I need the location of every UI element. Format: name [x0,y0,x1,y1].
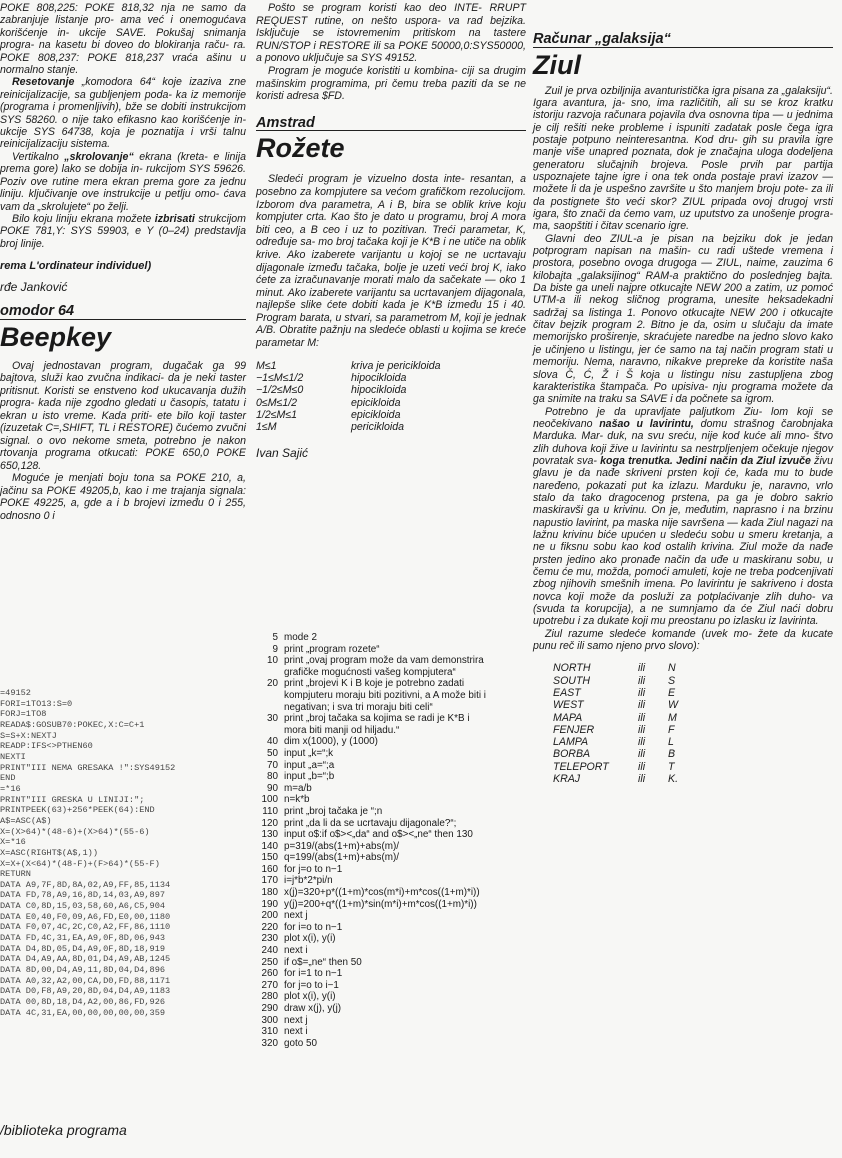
command-row [553,736,698,748]
listing-line [256,933,526,945]
listing-line [256,725,526,737]
range-curve: epicikloida [351,408,401,421]
code-line: PRINT"III NEMA GRESAKA !":SYS49152 [0,762,176,773]
command-or: ili [638,748,646,761]
listing-line [256,991,526,1003]
command-word: KRAJ [553,773,581,786]
listing-line [256,794,526,806]
line-code: q=199/(abs(1+m)+abs(m)/ [284,852,399,864]
article-title: Beepkey [0,321,112,352]
line-number: 40 [267,736,278,748]
command-row [553,675,698,687]
listing-line [256,899,526,911]
line-number: 310 [261,1026,278,1038]
range-condition: −1≤M≤1/2 [256,371,304,384]
listing-line [256,957,526,969]
column-middle [256,0,526,1049]
line-code: next i [284,945,308,957]
line-number: 230 [261,933,278,945]
author-name: Ivan Sajić [256,446,309,461]
code-line: END [0,773,16,784]
code-line: DATA D4,A9,AA,8D,01,D4,A9,AB,1245 [0,954,171,965]
source-note: rema L'ordinateur individuel) [0,260,152,273]
line-number: 270 [261,979,278,991]
line-code: i=j*b*2*pi/n [284,875,333,887]
command-or: ili [638,773,646,786]
code-line: X=*16 [0,837,26,848]
command-or: ili [638,711,646,724]
line-number [256,667,284,679]
command-key: K. [668,773,679,786]
commands-table [553,662,698,785]
code-line: A$=ASC(A$) [0,815,52,826]
line-code: mora biti manji od hiljadu.“ [284,724,400,736]
line-code: print „brojevi K i B koje je potrebno zadati [284,678,465,690]
page-footer: /biblioteka programa [0,1122,127,1138]
intro-text: POKE 808,225: POKE 818,32 nja ne samo da zabranjuje listanje pro- ama već i onemogućava korišćenje in- ukcije SAVE. Pokušaj snimanja progra- na kasetu bi doveo do blokiranja raču- ra. POKE 808,237: POKE 818,237 vraća ašinu u normalno stanje. [0,2,246,77]
ziul-intro: Zuil je prva ozbiljnija avanturistička igra pisana za „galaksiju“. Igara avantura, ja- sno, ima različitih, ali su se kroz kratku istoriju razvoja računara pojavila dva osnovna tipa — u jednima je cilj rešiti neke probleme i ispuniti zadatak posle čega igra postaje potpuno neinteresantna. Kod dru- gih su pravila igre manje više unapred poznata, dok je značajna uloga dodeljena generatoru slučajnih brojeva. Posle prvih par partija uspoznajete tajne igre i ona tek onda postaje pravi izazov — možete li da je uspešno završite u što manjem broju pote- za ili da postignete što veći skor? ZIUL pripada ovoj drugoj vrsti igara, što znači da ćemo vam, uz uputstvo za unošenje progra- ma, saopštiti i čitav scenario igre. [533,84,833,233]
code-line: READA$:GOSUB70:POKEC,X:C=C+1 [0,719,145,730]
code-line: X=ASC(RIGHT$(A$,1)) [0,847,98,858]
code-line: DATA FD,78,A9,16,8D,14,03,A9,897 [0,890,166,901]
code-line: X=(X>64)*(48-6)+(X>64)*(55-6) [0,826,150,837]
listing-line [256,1003,526,1015]
line-number: 90 [267,782,278,794]
code-listing [0,688,246,1018]
code-line: FORJ=1TO8 [0,709,47,720]
rozete-body: Sledeći program je vizuelno dosta inte- resantan, a posebno za kompjutere sa većom grafičkom rezolucijom. Izborom dva parametra, A i B, bira se oblik krive koju kompjuter crta. Kao što je dato u programu, broj A mora biti ceo, a B ceo i uz to pozitivan. Treći parametar, K, određuje sa- mo broj tačaka koji je K*B i ne utiče na oblik krive. Ako izaberete varijantu u kojoj se ne ucrtavaju dijagonale između tačaka, bolje je uzeti veći broj K, iako ćete za izračunavanje morati malo da sačekate — oko 1 minut. Ako izaberete varijantu sa ucrtavanjem dijagonala, najlepše slike ćete dobiti kada je K*B između 15 i 40. Program barata, u stvari, sa parametrom M, koji je jednak A/B. Obratite pažnju na sledeće oblasti u kojima se kreće parametar M: [256,173,526,350]
range-row [256,360,441,372]
code-line: =*16 [0,783,21,794]
command-key: S [668,674,676,687]
range-row [256,372,441,384]
code-line: =49152 [0,688,31,698]
listing-line [256,702,526,714]
listing-line [256,980,526,992]
line-number: 300 [261,1014,278,1026]
erase-paragraph: Bilo koju liniju ekrana možete izbrisati strukcijom POKE 781,Y: SYS 59903, e Y (0–24) predstavlja broj linije. [0,212,246,250]
line-code: plot x(i), y(i) [284,991,336,1003]
listing-line [256,875,526,887]
line-number: 130 [261,829,278,841]
line-number: 220 [261,921,278,933]
line-code: x(j)=320+p*((1+m)*cos(m*i)+m*cos((1+m)*i)) [284,887,480,899]
line-code: if o$=„ne“ then 50 [284,956,362,968]
line-number: 320 [261,1037,278,1049]
intro-text: Pošto se program koristi kao deo INTE- RRUPT REQUEST rutine, on nešto usporа- va rad bejzika. Isključuje se istovremenim pritiskom na tastere RUN/STOP i RESTORE ili sa POKE 50000,0:SYS50000, a ponovo uključuje sa SYS 49152. [256,2,526,65]
command-word: SOUTH [553,674,591,687]
code-line: DATA A0,32,A2,00,CA,D0,FD,88,1171 [0,975,171,986]
section-rule [0,319,246,320]
command-row [553,662,698,674]
command-or: ili [638,674,646,687]
command-key: E [668,687,676,699]
line-number: 5 [272,632,278,643]
listing-line [256,945,526,957]
line-code: for i=o to n−1 [284,921,343,933]
listing-line [256,864,526,876]
command-word: TELEPORT [553,760,609,773]
listing-line [256,818,526,830]
command-word: BORBA [553,748,591,761]
line-number: 10 [267,655,278,667]
ziul-program: Glavni deo ZIUL-a je pisan na bejziku dok je jedan potprogram napisan na mašin- cu radi uštede vremena i prostora, posebno ovoga drugoga — ZIUL, naime, zauzima 6 kilobajta „galaksijinog“ RAM-a praktično do poslednjeg bajta. Da biste ga uneli najpre otkucajte NEW 200 a zatim, uz pomoć UTM-a ili nekog sličnog programa, unesite heksadekadni sadržaj sa listinga 1. Ponovo otkucajte NEW 200 i otkucajte čitav bejzik program 2. Bitno je da, osim u slučaju da imate memorijsko proširenje, skraćujete naredbe na jedno slovo kako je učinjeno u listingu, jer će samo na taj način program stati u memoriju. Nema, naravno, nikakve prepreke da koristite naša slova Č, Ć, Ž i Š koja u listingu nisu zastupljena zbog karakteristika štampača. Po upisiva- nju programa možete da ga snimite na traku sa SAVE i da počnete sa igrom. [533,232,833,406]
line-code: print „ovaj program može da vam demonstrira [284,655,484,667]
command-row [553,748,698,760]
range-condition: −1/2≤M≤0 [256,384,304,397]
line-number: 50 [267,747,278,759]
listing-line [256,806,526,818]
line-code: negativan; i sva tri moraju biti celi“ [284,701,433,713]
ziul-story: Potrebno je da upravljate paljutkom Ziu- lom koji se neočekivano našao u lavirintu, domu strašnog čarobnjaka Marduka. Mar- duk, na svu sreću, nije kod kuće ali mno- štvo zlih duhova koji žive u lavirintu sa nestrpljenjem očekuje njegov povratak sva- koga trenutka. Jedini način da Ziul izvuče živu glavu je da nađe skriveni prsten koji će, kada mu to bude naređeno, pokazati put ka izlazu. Marduku je, naravno, vrlo stalo da tako dragocenog prstena, pa ga je dobro sakrio maskiravši ga u krivinu. On je, međutim, naprasno i na brzinu napustio lavirint, pa maska nije savršena — kada Ziul nagazi na lažnu krivinu biće upućen u sledeću sobu u smeru kretanja, a ne u fiksnu sobu kao kod ostalih krivina. Ziul može da nađe prsten jedino ako pronađe način da uđe u maskiranu sobu, u čemu će mu, možda, pomoći amuleti, koje ne treba podcenjivati zbog njihovih smešnih imena. Po lavirintu je sakriveno i dosta novca koji može da posluži za potplaćivanje zlih duho- va (svuda ta korupcija), a ne sumnjamo da će Ziul naći dobru upotrebu i za dukate koji mu preostanu po izlasku iz lavirinta. [533,405,833,628]
command-or: ili [638,699,646,712]
line-number [256,702,284,714]
command-key: F [668,723,675,736]
column-right [533,0,833,785]
section-heading: omodor 64 [0,303,75,320]
line-number [256,690,284,702]
line-number: 30 [267,713,278,725]
listing-line [256,829,526,841]
command-word: NORTH [553,662,591,675]
beepkey-body: Ovaj jednostavan program, dugačak ga 99 bajtova, služi kao zvučna indikaci- da je neki taster pritisnut. Koristi se enstveno kod ukucavanja dužih progra- kada nije zgodno gledati u časopis, tatatu i ekran u isto vreme. Kada priti- ete bilo koji taster (izuzetak C=,SHIFT, TL i RESTORE) čućemo zvučni signal. o ovo nekome smeta, potrebno je nakon rtovanja programa otkucati: POKE 650,0 POKE 650,128. [0,359,246,472]
command-key: L [668,736,674,749]
listing-line [256,736,526,748]
line-number: 280 [261,991,278,1003]
line-code: input o$:if o$><„da“ and o$><„ne“ then 130 [284,829,473,841]
line-number: 260 [261,968,278,980]
beepkey-body-2: Moguće je menjati boju tona sa POKE 210, a, jačinu sa POKE 49205,b, kao i me trajanja signala: POKE 49225, a, gde a i b brojevi između 0 i 255, odnosno 0 i [0,472,246,522]
listing-line [256,690,526,702]
command-key: T [668,760,675,773]
command-word: MAPA [553,711,583,724]
line-number: 80 [267,771,278,783]
listing-line [256,841,526,853]
listing-line [256,1015,526,1027]
command-key: B [668,748,676,761]
code-line: S=S+X:NEXTJ [0,730,57,741]
line-number [256,725,284,737]
line-code: input „k=“;k [284,747,334,759]
section-heading: Amstrad [256,114,315,131]
line-code: next j [284,910,308,922]
code-listing [256,632,526,1049]
section-heading: Računar „galaksija“ [533,31,671,47]
command-word: EAST [553,687,581,699]
line-code: p=319/(abs(1+m)+abs(m)/ [284,840,399,852]
listing-line [256,655,526,667]
range-curve: pericikloida [351,421,404,434]
line-code: n=k*b [284,794,310,806]
command-key: N [668,662,676,675]
code-line: DATA FD,4C,31,EA,A9,0F,8D,06,943 [0,933,166,944]
range-row [256,397,441,409]
line-number: 240 [261,945,278,957]
command-or: ili [638,723,646,736]
code-line: PRINTPEEK(63)+256*PEEK(64):END [0,805,155,816]
command-row [553,687,698,699]
listing-line [256,632,526,644]
line-code: print „da li da se ucrtavaju dijagonale?“; [284,817,457,829]
command-key: W [668,699,678,712]
ziul-commands-intro: Ziul razume sledeće komande (uvek mo- žete da kucate punu reč ili samo njeno prvo slovo): [533,627,833,653]
line-number: 9 [272,643,278,655]
code-line: X=X+(X<64)*(48-F)+(F>64)*(55-F) [0,858,160,869]
code-line: DATA E0,40,F0,09,A6,FD,E0,00,1180 [0,911,171,922]
line-code: mode 2 [284,632,317,643]
scroll-paragraph: Vertikalno „skrolovanje“ ekrana (kreta- e linija prema gore) lako se dobija in- rukcijom SYS 59626. Poziv ove rutine mera ekran prema gore za jednu liniju. ključivanje ove instrukcije u petlju omo- ćava vam da „skrolujete“ po želji. [0,150,246,213]
listing-line [256,667,526,679]
line-code: for j=o to i−1 [284,979,339,991]
listing-line [256,771,526,783]
line-code: m=a/b [284,782,312,794]
code-line: PRINT"III GRESKA U LINIJI:"; [0,794,145,805]
code-line: DATA 8D,00,D4,A9,11,8D,04,D4,896 [0,965,166,976]
line-number: 110 [262,805,278,817]
command-row [553,699,698,711]
code-line: RETURN [0,869,31,880]
code-line: READP:IFS<>PTHEN60 [0,741,93,752]
code-line: FORI=1TO13:S=0 [0,698,73,709]
line-code: kompjuteru moraju biti pozitivni, a A može biti i [284,689,486,701]
listing-line [256,713,526,725]
code-line: DATA A9,7F,8D,8A,02,A9,FF,85,1134 [0,879,171,890]
range-condition: 0≤M≤1/2 [256,396,298,409]
listing-line [256,922,526,934]
line-number: 200 [261,910,278,922]
m-ranges-table [256,360,441,434]
code-line: DATA 4C,31,EA,00,00,00,00,00,359 [0,1007,166,1018]
range-condition: 1/2≤M≤1 [256,408,298,421]
range-row [256,421,441,433]
code-line: DATA D4,8D,05,D4,A9,0F,8D,18,919 [0,943,166,954]
range-curve: epicikloida [351,396,401,409]
line-number: 150 [261,852,278,864]
intro-text-2: Program je moguće koristiti u kombina- ciji sa drugim mašinskim programima, pri čemu treba paziti da se ne koristi adresa $FD. [256,64,526,103]
listing-line [256,678,526,690]
command-row [553,773,698,785]
line-code: print „program rozete“ [284,643,380,655]
line-code: print „broj tačaka je “;n [284,805,383,817]
line-code: next i [284,1026,308,1038]
listing-line [256,644,526,656]
listing-line [256,887,526,899]
line-code: draw x(j), y(j) [284,1003,342,1014]
line-code: input „a=“;a [284,759,335,771]
line-number: 190 [261,898,278,910]
line-code: next j [284,1014,308,1026]
line-number: 140 [261,840,278,852]
command-word: FENJER [553,723,595,736]
range-row [256,409,441,421]
line-code: goto 50 [284,1037,317,1049]
listing-line [256,852,526,864]
range-condition: M≤1 [256,359,277,372]
column-left [0,0,246,1138]
range-curve: hipocikloida [351,384,407,397]
line-code: plot x(i), y(i) [284,933,336,945]
listing-line [256,783,526,795]
command-or: ili [638,687,646,699]
range-row [256,384,441,396]
line-number: 70 [267,759,278,771]
command-or: ili [638,760,646,773]
range-curve: kriva je pericikloida [351,359,441,372]
range-curve: hipocikloida [351,371,407,384]
range-condition: 1≤M [256,421,277,434]
command-word: WEST [553,699,584,712]
line-number: 250 [261,956,278,968]
author-name: rđe Janković [0,279,68,294]
reset-paragraph: Resetovanje „komodora 64“ koje izaziva zne reinicijalizacije, sa gubljenjem poda- ka iz memorije (programa i promenljivih), bže se dobiti instrukcijom SYS 58260. o nije tako efikasno kao korišćenje in- ukcije SYS 64738, koja je poznatija i vrši talnu reinicijalizaciju sistema. [0,76,246,151]
line-number: 180 [261,887,278,899]
line-number: 160 [261,863,278,875]
line-number: 20 [267,678,278,690]
listing-line [256,748,526,760]
code-line: NEXTI [0,751,26,762]
code-line: DATA F0,07,4C,2C,C0,A2,FF,86,1110 [0,922,171,933]
listing-line [256,760,526,772]
listing-line [256,968,526,980]
listing-line [256,1038,526,1050]
command-row [553,724,698,736]
line-number: 100 [261,794,278,806]
command-or: ili [638,662,646,675]
listing-line [256,1026,526,1038]
line-code: for i=1 to n−1 [284,968,343,980]
line-code: grafičke mogućnosti vašeg kompjutera“ [284,666,456,678]
line-code: y(j)=200+q*((1+m)*sin(m*i)+m*cos((1+m)*i)) [284,898,477,910]
line-code: print „broj tačaka sa kojima se radi je K*B i [284,713,470,725]
code-line: DATA D0,F8,A9,20,8D,04,D4,A9,1183 [0,986,171,997]
article-title: Rožete [256,133,345,164]
command-word: LAMPA [553,736,589,749]
line-number: 170 [261,875,278,887]
command-or: ili [638,736,646,749]
line-number: 290 [261,1003,278,1014]
command-row [553,761,698,773]
code-line: DATA 00,8D,18,D4,A2,00,86,FD,926 [0,997,166,1008]
code-line: DATA C0,8D,15,03,58,60,A6,C5,904 [0,901,166,912]
listing-line [256,910,526,922]
command-key: M [668,711,677,724]
article-title: Ziul [533,49,581,80]
line-code: dim x(1000), y (1000) [284,736,378,748]
line-code: for j=o to n−1 [284,863,343,875]
line-code: input „b=“;b [284,771,335,783]
line-number: 120 [261,817,278,829]
command-row [553,712,698,724]
